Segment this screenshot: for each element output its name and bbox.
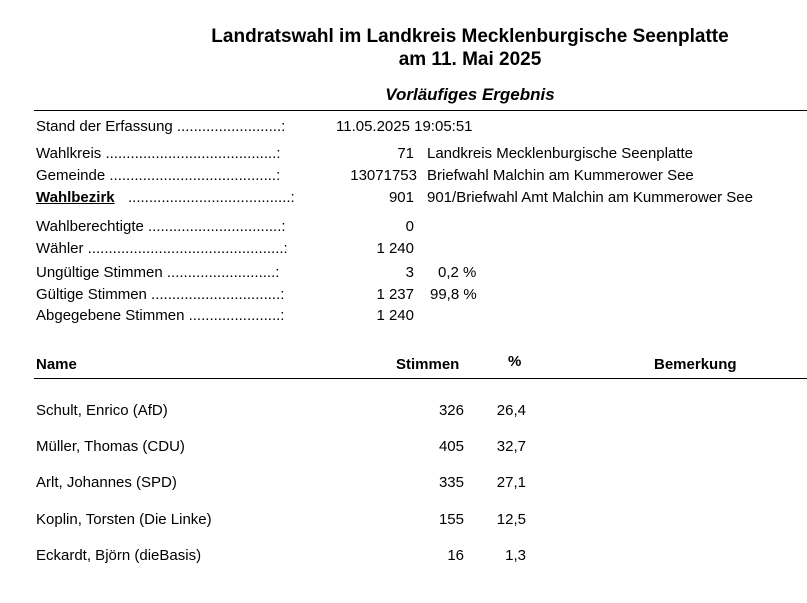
stand-label: Stand der Erfassung .........................: [36,118,286,135]
candidate-name: Schult, Enrico (AfD) [36,402,168,419]
col-header-stimmen: Stimmen [396,356,460,373]
gemeinde-label: Gemeinde ........................................: [36,167,281,184]
col-header-percent: % [508,353,522,370]
candidate-percent: 32,7 [496,438,526,455]
waehler-value: 1 240 [376,240,414,257]
candidate-name: Arlt, Johannes (SPD) [36,474,177,491]
waehler-label: Wähler ...............................................: [36,240,288,257]
header-divider [34,110,807,111]
abgegebene-value: 1 240 [376,307,414,324]
ungueltige-label: Ungültige Stimmen ..........................: [36,264,280,281]
col-header-bemerkung: Bemerkung [654,356,737,373]
abgegebene-label: Abgegebene Stimmen ......................: [36,307,285,324]
wahlbezirk-code: 901 [388,189,414,206]
candidate-name: Eckardt, Björn (dieBasis) [36,547,202,564]
stand-value: 11.05.2025 19:05:51 [336,118,473,135]
page-title-line2: am 11. Mai 2025 [398,49,542,70]
ungueltige-pct: 0,2 % [438,264,477,281]
gueltige-pct: 99,8 % [430,286,477,303]
candidate-votes: 16 [447,547,464,564]
col-header-name: Name [36,356,77,373]
candidate-votes: 335 [438,474,464,491]
candidate-name: Koplin, Torsten (Die Linke) [36,511,212,528]
wahlbezirk-dots: .......................................: [128,189,295,206]
ungueltige-value: 3 [405,264,414,281]
candidate-percent: 12,5 [496,511,526,528]
candidate-percent: 1,3 [505,547,526,564]
candidate-percent: 27,1 [496,474,526,491]
page-title-line1: Landratswahl im Landkreis Mecklenburgische Seenplatte [211,26,729,47]
page-subtitle: Vorläufiges Ergebnis [385,85,555,104]
wahlkreis-label: Wahlkreis .........................................: [36,145,281,162]
wahlberechtigte-value: 0 [405,218,414,235]
wahlbezirk-label[interactable]: Wahlbezirk [36,189,115,206]
wahlkreis-code: 71 [397,145,414,162]
wahlkreis-name: Landkreis Mecklenburgische Seenplatte [427,145,693,162]
candidate-votes: 405 [438,438,464,455]
candidate-percent: 26,4 [496,402,526,419]
wahlberechtigte-label: Wahlberechtigte ................................: [36,218,286,235]
candidate-votes: 326 [438,402,464,419]
candidate-votes: 155 [438,511,464,528]
gemeinde-code: 13071753 [350,167,417,184]
gueltige-label: Gültige Stimmen ...............................: [36,286,285,303]
table-header-divider [34,378,807,379]
candidate-name: Müller, Thomas (CDU) [36,438,185,455]
wahlbezirk-name: 901/Briefwahl Amt Malchin am Kummerower See [427,189,753,206]
gemeinde-name: Briefwahl Malchin am Kummerower See [427,167,694,184]
gueltige-value: 1 237 [376,286,414,303]
